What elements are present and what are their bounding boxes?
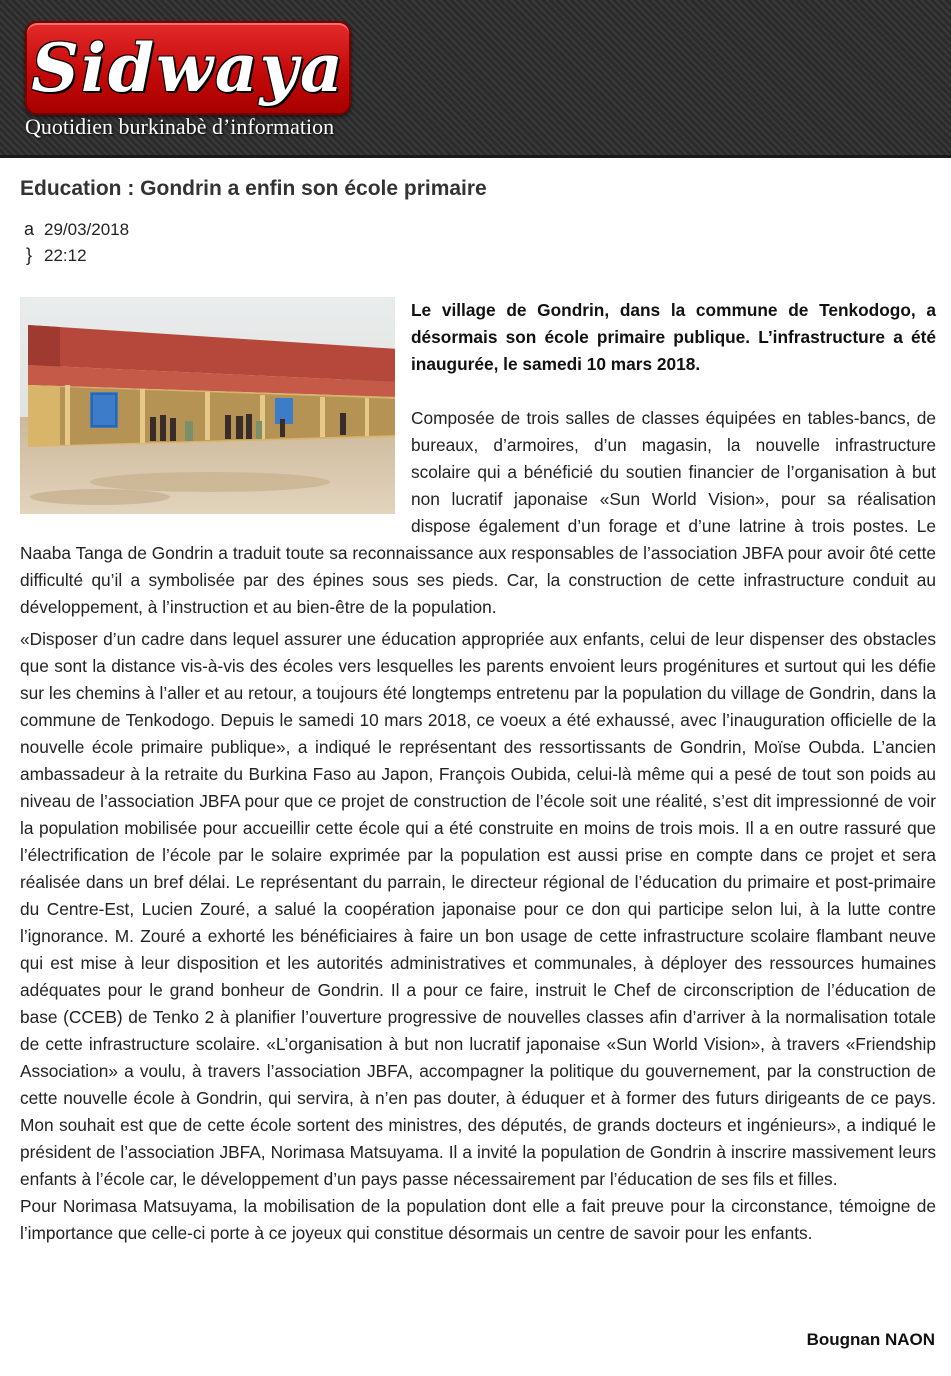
- article-body: [20, 297, 936, 1247]
- masthead: [0, 0, 951, 158]
- tagline: Quotidien burkinabè d’information: [25, 114, 335, 139]
- article-date: [20, 219, 129, 240]
- time-text: 22:12: [44, 245, 87, 265]
- date-text: 29/03/2018: [44, 219, 130, 239]
- sidwaya-logo[interactable]: [25, 21, 351, 115]
- article-lead: Le village de Gondrin, dans la commune de Tenkodogo, a désormais son école primaire publique. L’infrastructure a été inaugurée, le samedi 10 mars 2018.: [411, 300, 936, 374]
- article-time: [20, 245, 87, 266]
- paragraph-2: «Disposer d’un cadre dans lequel assurer une éducation appropriée aux enfants, celui de leur dispenser des obstacles que sont la distance vis-à-vis des écoles vers lesquelles les parents envoient leurs progénitures et surtout qui les défie sur les chemins à l’aller et au retour, a toujours été longtemps entretenu par la population du village de Gondrin, dans la commune de Tenkodogo. Depuis le samedi 10 mars 2018, ce voeux a été exhaussé, avec l’inauguration officielle de la nouvelle école primaire publique», a indiqué le représentant des ressortissants de Gondrin, Moïse Oubda. L’ancien ambassadeur à la retraite du Burkina Faso au Japon, François Oubida, celui-là même qui a pesé de tout son poids au niveau de l’association JBFA pour que ce projet de construction de l’école soit une réalité, s’est dit impressionné de voir la population mobilisée pour accueillir cette école qui a été construite en moins de trois mois. Il a en outre rassuré que l’électrification de l’école par le solaire exprimée par la population est aussi prise en compte dans ce projet et sera réalisée dans un bref délai. Le représentant du parrain, le directeur régional de l’éducation du primaire et post-primaire du Centre-Est, Lucien Zouré, a salué la coopération japonaise pour ce don qui participe selon lui, à la lutte contre l’ignorance. M. Zouré a exhorté les bénéficiaires à faire un bon usage de cette infrastructure scolaire flambant neuve qui est mise à leur disposition et les autorités administratives et communales, à déployer des ressources humaines adéquates pour le grand bonheur de Gondrin. Il a pour ce faire, instruit le Chef de circonscription de l’éducation de base (CCEB) de Tenko 2 à planifier l’ouverture progressive de nouvelles classes afin d’arriver à la normalisation totale de cette infrastructure scolaire. «L’organisation à but non lucratif japonaise «Sun World Vision», à travers «Friendship Association» a voulu, à travers l’association JBFA, accompagner la politique du gouvernement, par la construction de cette nouvelle école à Gondrin, qui servira, à n’en pas douter, à éduquer et à former des futurs dirigeants de ce pays. Mon souhait est que de cette école sortent des ministres, des députés, de grands docteurs et ingénieurs», a indiqué le président de l’association JBFA, Norimasa Matsuyama. Il a invité la population de Gondrin à inscrire massivement leurs enfants à l’école car, le développement d’un pays passe nécessairement par l’éducation de ses fils et filles.: [20, 629, 936, 1189]
- calendar-icon: a: [23, 219, 34, 239]
- paragraph-3: Pour Norimasa Matsuyama, la mobilisation de la population dont elle a fait preuve pour la circonstance, témoigne de l’importance que celle-ci porte à ce joyeux qui constitue désormais un centre de savoir pour les enfants.: [20, 1196, 936, 1243]
- logo-text: Sidwaya: [31, 29, 345, 107]
- article-author: Bougnan NAON: [806, 1330, 935, 1349]
- article-title: Education : Gondrin a enfin son école primaire: [20, 177, 487, 200]
- clock-icon: }: [25, 245, 32, 265]
- school-building-photo: [20, 297, 395, 514]
- paragraph-1: Composée de trois salles de classes équipées en tables-bancs, de bureaux, d’armoires, d’un magasin, la nouvelle infrastructure scolaire qui a bénéficié du soutien financier de l’organisation à but non lucratif japonaise «Sun World Vision», pour sa réalisation dispose également d’un forage et d’une latrine à trois postes. Le Naaba Tanga de Gondrin a traduit toute sa reconnaissance aux responsables de l’association JBFA pour avoir ôté cette difficulté qu’il a symbolisée par des épines sous ses pieds. Car, la construction de cette infrastructure conduit au développement, à l’instruction et au bien-être de la population.: [20, 408, 936, 617]
